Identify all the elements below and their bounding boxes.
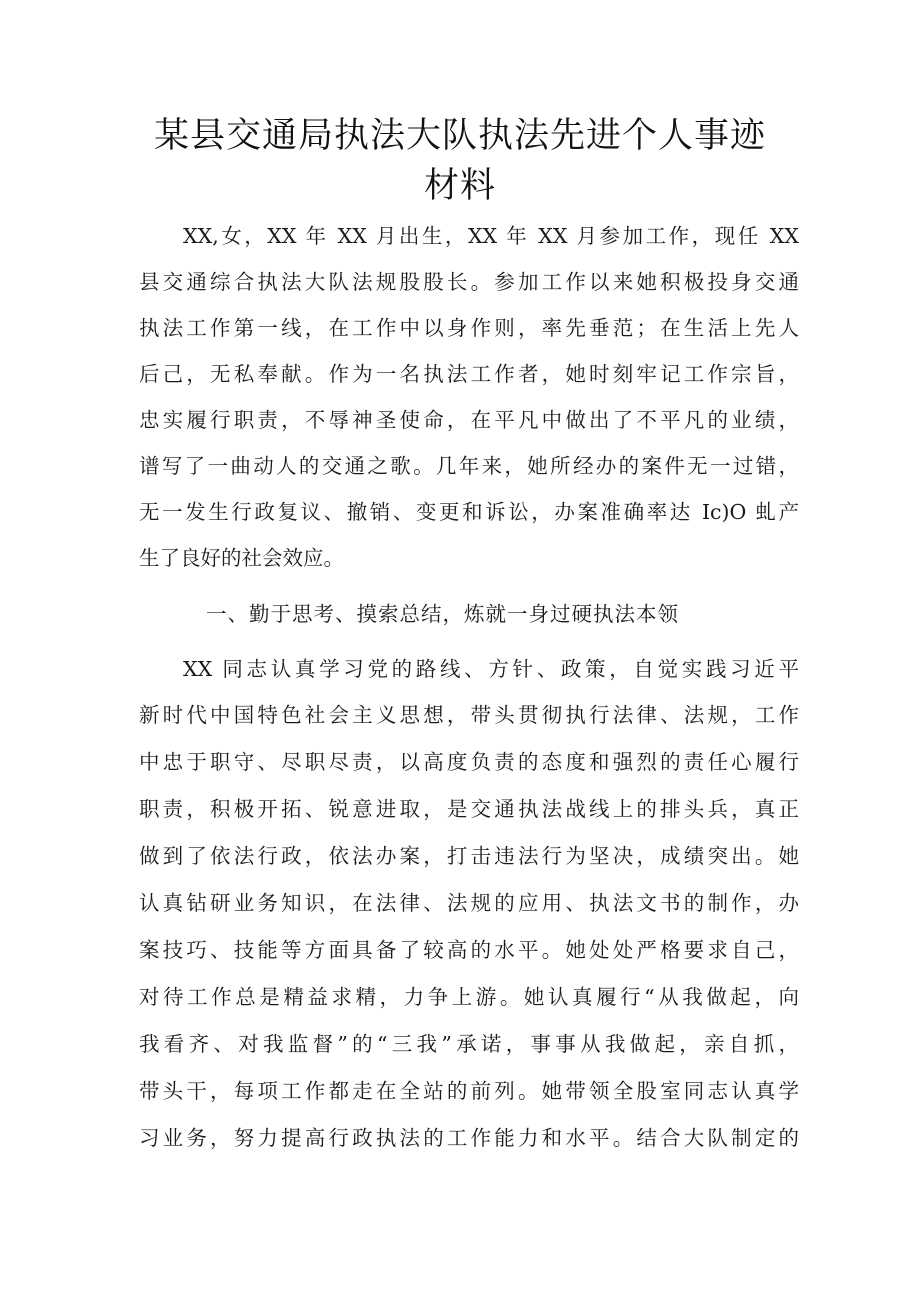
- document-title-line-2: 材料: [423, 166, 496, 206]
- intro-line: 执法工作第一线，在工作中以身作则，率先垂范；在生活上先人: [139, 316, 799, 340]
- document-title-line-1: 某县交通局执法大队执法先进个人事迹: [153, 116, 766, 156]
- intro-line: 后己，无私奉献。作为一名执法工作者，她时刻牢记工作宗旨，: [139, 362, 799, 386]
- section-line: 新时代中国特色社会主义思想，带头贯彻执行法律、法规，工作: [139, 703, 799, 727]
- section-line: 认真钻研业务知识，在法律、法规的应用、执法文书的制作，办: [139, 891, 799, 915]
- section-line: 做到了依法行政，依法办案，打击违法行为坚决，成绩突出。她: [139, 844, 799, 868]
- intro-line: 无一发生行政复议、撤销、变更和诉讼，办案准确率达 Ic)O 虬产: [139, 500, 799, 524]
- intro-line: 生了良好的社会效应。: [139, 546, 344, 570]
- section-line: 案技巧、技能等方面具备了较高的水平。她处处严格要求自己，: [139, 938, 799, 962]
- section-line: 带头干，每项工作都走在全站的前列。她带领全股室同志认真学: [139, 1079, 799, 1103]
- intro-line: XX,女，XX 年 XX 月出生，XX 年 XX 月参加工作，现任 XX: [183, 224, 799, 248]
- section-line: 习业务，努力提高行政执法的工作能力和水平。结合大队制定的: [139, 1126, 799, 1150]
- intro-line: 忠实履行职责，不辱神圣使命，在平凡中做出了不平凡的业绩，: [139, 408, 799, 432]
- intro-line: 谱写了一曲动人的交通之歌。几年来，她所经办的案件无一过错，: [139, 454, 799, 478]
- section-line: 对待工作总是精益求精，力争上游。她认真履行“从我做起，向: [139, 985, 799, 1009]
- section-line: 职责，积极开拓、锐意进取，是交通执法战线上的排头兵，真正: [139, 797, 799, 821]
- section-line: 我看齐、对我监督”的“三我”承诺，事事从我做起，亲自抓，: [139, 1032, 799, 1056]
- section-line: 中忠于职守、尽职尽责，以高度负责的态度和强烈的责任心履行: [139, 750, 799, 774]
- section-line: XX 同志认真学习党的路线、方针、政策，自觉实践习近平: [183, 657, 799, 681]
- section-heading: 一、勤于思考、摸索总结，炼就一身过硬执法本领: [206, 602, 679, 626]
- intro-line: 县交通综合执法大队法规股股长。参加工作以来她积极投身交通: [139, 270, 799, 294]
